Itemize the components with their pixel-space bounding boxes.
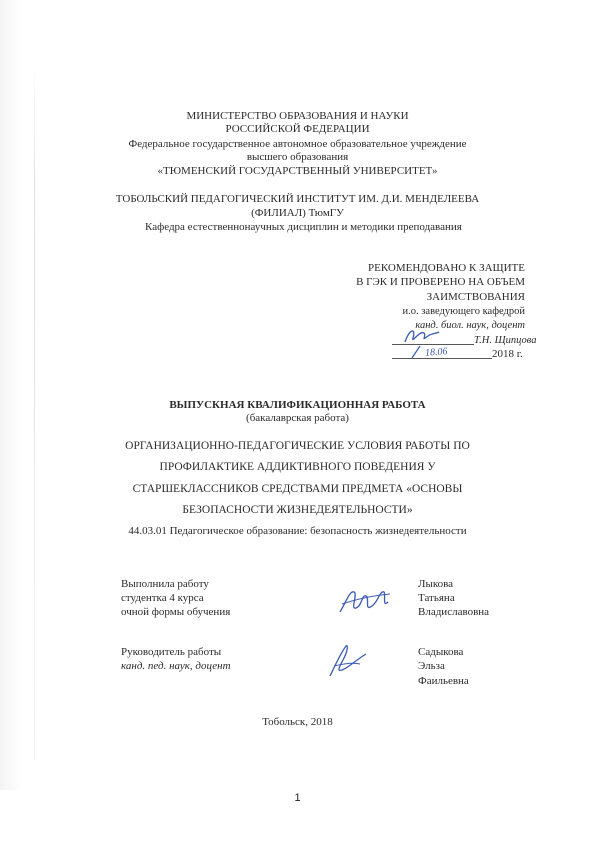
approval-line-1: РЕКОМЕНДОВАНО К ЗАЩИТЕ (368, 262, 525, 274)
topic-line-4: БЕЗОПАСНОСТИ ЖИЗНЕДЕЯТЕЛЬНОСТИ» (182, 504, 413, 516)
supervisor-patronymic: Фаильевна (418, 675, 469, 687)
specialty: 44.03.01 Педагогическое образование: безопасность жизнедеятельности (128, 525, 467, 537)
supervisor-label-2: канд. пед. наук, доцент (121, 660, 231, 672)
supervisor-signature (322, 640, 372, 682)
approval-date-slash (410, 344, 422, 360)
topic-line-3: СТАРШЕКЛАССНИКОВ СРЕДСТВАМИ ПРЕДМЕТА «ОСНОВЫ (132, 483, 463, 495)
supervisor-surname: Садыкова (418, 646, 464, 658)
ministry-line-1: МИНИСТЕРСТВО ОБРАЗОВАНИЯ И НАУКИ (186, 110, 409, 122)
author-surname: Лыкова (418, 578, 454, 590)
institution-line-1: Федеральное государственное автономное образовательное учреждение (128, 138, 467, 150)
department-name: Кафедра естественнонаучных дисциплин и методики преподавания (145, 221, 462, 233)
approval-line-2: В ГЭК И ПРОВЕРЕНО НА ОБЪЕМ (356, 276, 525, 288)
approval-role: и.о. заведующего кафедрой (402, 306, 525, 317)
topic-line-1: ОРГАНИЗАЦИОННО-ПЕДАГОГИЧЕСКИЕ УСЛОВИЯ РАБОТЫ ПО (125, 440, 470, 452)
approval-signature-mark (402, 324, 442, 348)
approval-name: Т.Н. Щипцова (474, 335, 537, 346)
topic-line-2: ПРОФИЛАКТИКЕ АДДИКТИВНОГО ПОВЕДЕНИЯ У (159, 461, 436, 473)
university-name: «ТЮМЕНСКИЙ ГОСУДАРСТВЕННЫЙ УНИВЕРСИТЕТ» (157, 165, 438, 177)
institute-line-2: (ФИЛИАЛ) ТюмГУ (251, 207, 344, 219)
supervisor-label-1: Руководитель работы (121, 646, 222, 658)
page-number: 1 (294, 792, 301, 804)
author-label-1: Выполнила работу (121, 578, 209, 590)
place-year: Тобольск, 2018 (262, 716, 333, 728)
supervisor-name: Эльза (418, 660, 445, 672)
institute-line-1: ТОБОЛЬСКИЙ ПЕДАГОГИЧЕСКИЙ ИНСТИТУТ ИМ. Д.И. МЕНДЕЛЕЕВА (115, 193, 480, 205)
author-patronymic: Владиславовна (418, 606, 490, 618)
author-label-3: очной формы обучения (121, 606, 231, 618)
institution-line-2: высшего образования (246, 151, 349, 163)
author-signature (336, 582, 394, 620)
approval-date-handwritten: 18.06 (424, 346, 448, 359)
work-subtype: (бакалаврская работа) (246, 412, 349, 424)
author-name: Татьяна (418, 592, 455, 604)
approval-degree: канд. биол. наук, доцент (415, 320, 525, 331)
ministry-line-2: РОССИЙСКОЙ ФЕДЕРАЦИИ (225, 123, 370, 135)
approval-year: 2018 г. (492, 348, 523, 360)
author-label-2: студентка 4 курса (121, 592, 204, 604)
work-type-title: ВЫПУСКНАЯ КВАЛИФИКАЦИОННАЯ РАБОТА (169, 399, 426, 411)
approval-line-3: ЗАИМСТВОВАНИЯ (426, 291, 525, 303)
